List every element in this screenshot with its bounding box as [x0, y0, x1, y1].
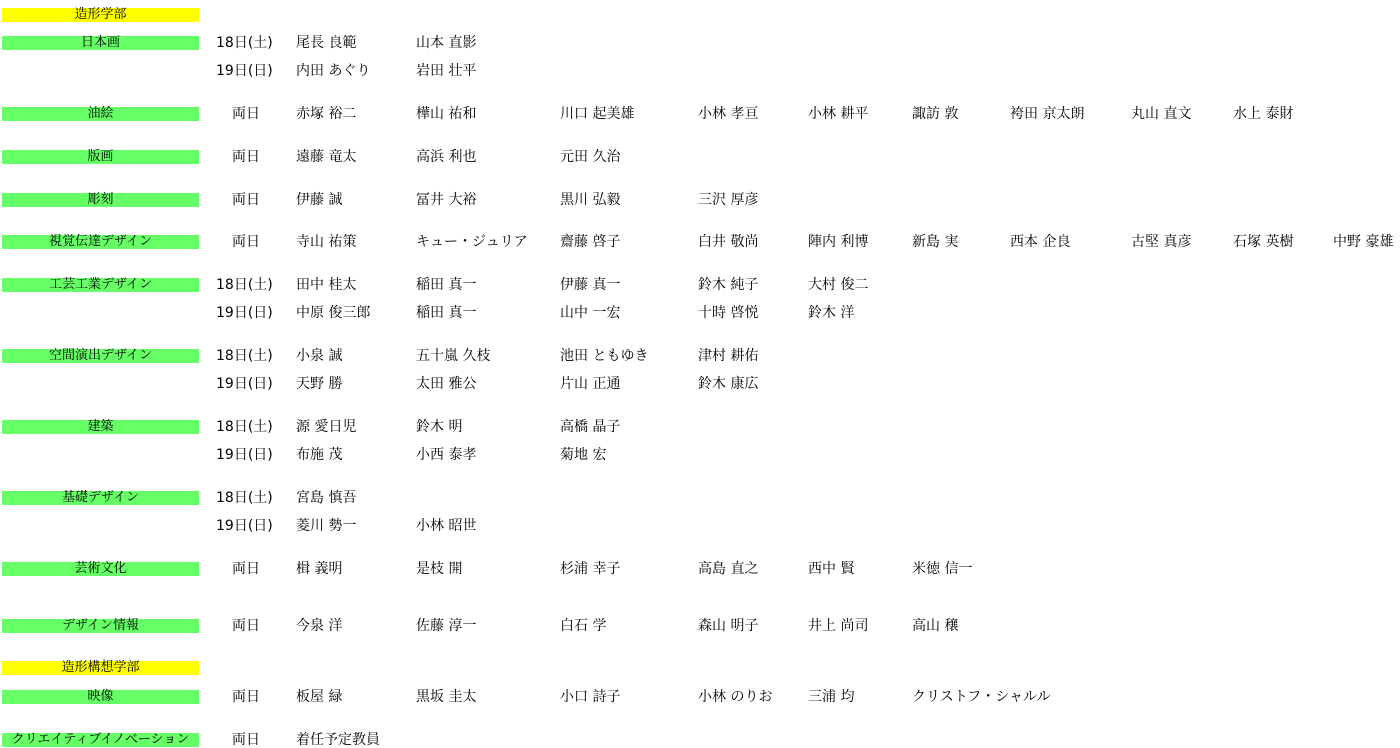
faculty-member-name: 小泉 誠 [296, 348, 343, 364]
faculty-member-name: 高浜 利也 [416, 149, 477, 165]
department-row [0, 491, 1400, 505]
day-label: 18日(土) [216, 490, 273, 506]
faculty-member-name: 新島 実 [912, 234, 959, 250]
faculty-member-name: 古堅 真彦 [1131, 234, 1192, 250]
faculty-member-name: 小林 耕平 [808, 106, 869, 122]
faculty-member-name: 米徳 信一 [912, 561, 973, 577]
day-label: 両日 [232, 561, 260, 577]
faculty-member-name: 諏訪 敦 [912, 106, 959, 122]
department-row [0, 64, 1400, 78]
faculty-member-name: キュー・ジュリア [416, 234, 528, 250]
faculty-member-name: 小口 詩子 [560, 689, 621, 705]
day-label: 19日(日) [216, 447, 273, 463]
faculty-member-name: 白石 学 [560, 618, 607, 634]
faculty-member-name: 袴田 京太朗 [1010, 106, 1085, 122]
faculty-member-name: 森山 明子 [698, 618, 759, 634]
faculty-member-name: 着任予定教員 [296, 732, 380, 748]
faculty-member-name: 高橋 晶子 [560, 419, 621, 435]
department-label: 建築 [2, 420, 199, 434]
faculty-member-name: 小林 のりお [698, 689, 773, 705]
department-row [0, 278, 1400, 292]
department-label: クリエイティブイノベーション [2, 733, 199, 747]
faculty-member-name: 水上 泰財 [1233, 106, 1294, 122]
department-label: 空間演出デザイン [2, 349, 199, 363]
faculty-member-name: 冨井 大裕 [416, 192, 477, 208]
day-label: 18日(土) [216, 419, 273, 435]
department-row [0, 448, 1400, 462]
faculty-member-name: 高島 直之 [698, 561, 759, 577]
faculty-member-name: 十時 啓悦 [698, 305, 759, 321]
faculty-member-name: 宮島 慎吾 [296, 490, 357, 506]
day-label: 19日(日) [216, 305, 273, 321]
day-label: 19日(日) [216, 376, 273, 392]
faculty-member-name: 太田 雅公 [416, 376, 477, 392]
faculty-member-name: 伊藤 誠 [296, 192, 343, 208]
faculty-member-name: 鈴木 康広 [698, 376, 759, 392]
faculty-member-name: 尾長 良範 [296, 35, 357, 51]
faculty-member-name: 黒川 弘毅 [560, 192, 621, 208]
faculty-member-name: 赤塚 裕二 [296, 106, 357, 122]
department-label: 日本画 [2, 36, 199, 50]
faculty-member-name: 岩田 壮平 [416, 63, 477, 79]
day-label: 両日 [232, 732, 260, 748]
faculty-member-name: 津村 耕佑 [698, 348, 759, 364]
faculty-member-name: 菊地 宏 [560, 447, 607, 463]
faculty-member-name: 井上 尚司 [808, 618, 869, 634]
department-row [0, 733, 1400, 747]
department-label: 版画 [2, 150, 199, 164]
faculty-member-name: 川口 起美雄 [560, 106, 635, 122]
faculty-member-name: 小林 孝亘 [698, 106, 759, 122]
department-row [0, 349, 1400, 363]
day-label: 両日 [232, 106, 260, 122]
department-label: デザイン情報 [2, 619, 199, 633]
faculty-member-name: 今泉 洋 [296, 618, 343, 634]
faculty-member-name: 白井 敬尚 [698, 234, 759, 250]
day-label: 両日 [232, 234, 260, 250]
department-row [0, 306, 1400, 320]
faculty-member-name: 稲田 真一 [416, 305, 477, 321]
faculty-member-name: 小林 昭世 [416, 518, 477, 534]
faculty-member-name: 伊藤 真一 [560, 277, 621, 293]
faculty-member-name: 杉浦 幸子 [560, 561, 621, 577]
faculty-label: 造形構想学部 [2, 661, 199, 675]
faculty-member-name: 池田 ともゆき [560, 348, 649, 364]
day-label: 19日(日) [216, 63, 273, 79]
faculty-member-name: 布施 茂 [296, 447, 343, 463]
day-label: 両日 [232, 689, 260, 705]
faculty-member-name: 三浦 均 [808, 689, 855, 705]
department-label: 映像 [2, 690, 199, 704]
faculty-member-name: 楫 義明 [296, 561, 343, 577]
faculty-member-name: 内田 あぐり [296, 63, 371, 79]
faculty-member-name: 鈴木 純子 [698, 277, 759, 293]
department-row [0, 107, 1400, 121]
department-label: 彫刻 [2, 193, 199, 207]
department-row [0, 690, 1400, 704]
faculty-member-name: 鈴木 洋 [808, 305, 855, 321]
faculty-member-name: 板屋 緑 [296, 689, 343, 705]
faculty-member-name: 三沢 厚彦 [698, 192, 759, 208]
faculty-member-name: 西本 企良 [1010, 234, 1071, 250]
day-label: 両日 [232, 618, 260, 634]
faculty-member-name: クリストフ・シャルル [912, 689, 1051, 705]
department-row [0, 36, 1400, 50]
faculty-member-name: 五十嵐 久枝 [416, 348, 491, 364]
department-row [0, 150, 1400, 164]
faculty-member-name: 中原 俊三郎 [296, 305, 371, 321]
faculty-member-name: 片山 正通 [560, 376, 621, 392]
faculty-member-name: 菱川 勢一 [296, 518, 357, 534]
department-row [0, 420, 1400, 434]
faculty-member-name: 是枝 開 [416, 561, 463, 577]
faculty-member-name: 山中 一宏 [560, 305, 621, 321]
faculty-member-name: 源 愛日児 [296, 419, 357, 435]
faculty-member-name: 黒坂 圭太 [416, 689, 477, 705]
day-label: 両日 [232, 192, 260, 208]
faculty-member-name: 樺山 祐和 [416, 106, 477, 122]
day-label: 両日 [232, 149, 260, 165]
day-label: 19日(日) [216, 518, 273, 534]
department-row [0, 619, 1400, 633]
faculty-member-name: 中野 豪雄 [1333, 234, 1394, 250]
department-label: 工芸工業デザイン [2, 278, 199, 292]
faculty-member-name: 陣内 利博 [808, 234, 869, 250]
day-label: 18日(土) [216, 35, 273, 51]
faculty-member-name: 丸山 直文 [1131, 106, 1192, 122]
faculty-member-name: 山本 直影 [416, 35, 477, 51]
faculty-member-name: 田中 桂太 [296, 277, 357, 293]
faculty-label: 造形学部 [2, 8, 199, 22]
faculty-member-name: 高山 穣 [912, 618, 959, 634]
department-row [0, 193, 1400, 207]
day-label: 18日(土) [216, 348, 273, 364]
faculty-member-name: 寺山 祐策 [296, 234, 357, 250]
faculty-member-name: 小西 泰孝 [416, 447, 477, 463]
faculty-member-name: 天野 勝 [296, 376, 343, 392]
department-row [0, 519, 1400, 533]
faculty-member-name: 大村 俊二 [808, 277, 869, 293]
department-row [0, 562, 1400, 576]
department-label: 油絵 [2, 107, 199, 121]
faculty-member-name: 石塚 英樹 [1233, 234, 1294, 250]
department-row [0, 235, 1400, 249]
department-row [0, 377, 1400, 391]
faculty-member-name: 佐藤 淳一 [416, 618, 477, 634]
faculty-member-name: 遠藤 竜太 [296, 149, 357, 165]
faculty-member-name: 齋藤 啓子 [560, 234, 621, 250]
faculty-member-name: 鈴木 明 [416, 419, 463, 435]
department-label: 芸術文化 [2, 562, 199, 576]
day-label: 18日(土) [216, 277, 273, 293]
faculty-member-name: 元田 久治 [560, 149, 621, 165]
faculty-member-name: 稲田 真一 [416, 277, 477, 293]
department-label: 基礎デザイン [2, 491, 199, 505]
faculty-member-name: 西中 賢 [808, 561, 855, 577]
department-label: 視覚伝達デザイン [2, 235, 199, 249]
